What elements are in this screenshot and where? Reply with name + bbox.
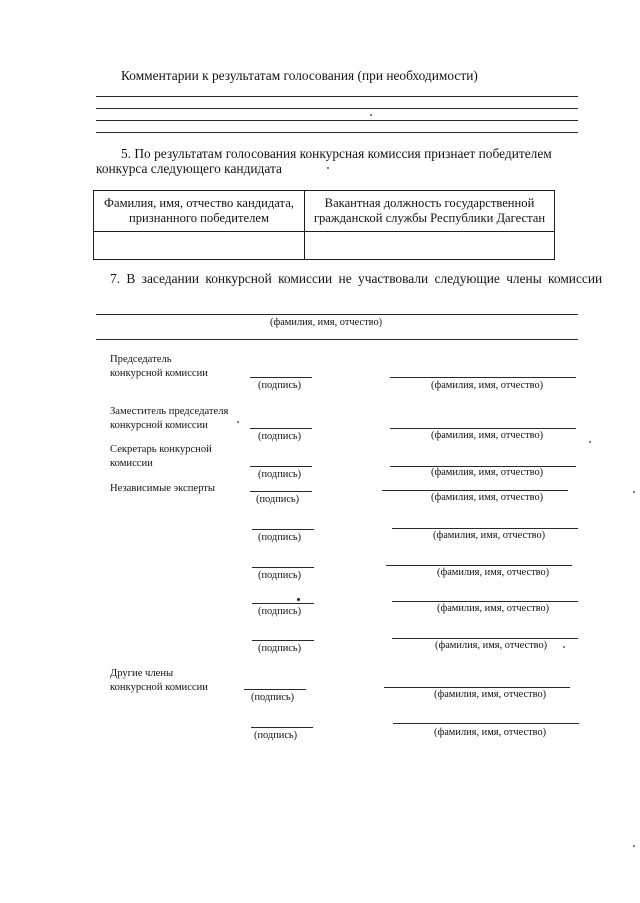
signature-label: (подпись) [251,692,295,703]
role-chairman: Председатель конкурсной комиссии [110,354,208,379]
winner-table-header-position: Вакантная должность государственной гражданской службы Республики Дагестан [305,191,555,232]
signature-label: (подпись) [258,380,302,391]
fio-line[interactable] [392,528,578,529]
comment-line[interactable] [96,132,578,133]
role-deputy: Заместитель председателя конкурсной комиссии [110,406,229,431]
absent-members-line[interactable] [96,314,578,315]
signature-label: (подпись) [258,469,302,480]
scan-speck [633,491,635,493]
comment-line[interactable] [96,108,578,109]
signature-label: (подпись) [258,431,302,442]
scan-speck [297,598,300,601]
role-experts: Независимые эксперты [110,483,215,494]
fio-line[interactable] [393,723,579,724]
signature-line[interactable] [251,727,313,728]
scan-speck [237,421,239,423]
absent-members-line-2[interactable] [96,339,578,340]
signature-line[interactable] [250,466,312,467]
winner-position-cell[interactable] [305,232,555,260]
fio-label: (фамилия, имя, отчество) [431,492,544,503]
fio-label: (фамилия, имя, отчество) [437,567,550,578]
scan-speck [327,167,329,169]
signature-line[interactable] [252,529,314,530]
signature-label: (подпись) [258,643,302,654]
signature-line[interactable] [252,603,314,604]
section-5-text [96,146,566,176]
fio-line[interactable] [382,490,568,491]
signature-line[interactable] [252,567,314,568]
section-5-line-2: конкурса следующего кандидата [96,161,282,176]
winner-table [93,190,555,260]
signature-label: (подпись) [258,532,302,543]
signature-line[interactable] [252,640,314,641]
fio-label: (фамилия, имя, отчество) [434,689,547,700]
fio-line[interactable] [384,687,570,688]
signature-line[interactable] [244,689,306,690]
absent-members-caption: (фамилия, имя, отчество) [270,317,383,328]
section-7-text: 7. В заседании конкурсной комиссии не участвовали следующие члены комиссии [110,271,603,286]
fio-line[interactable] [392,638,578,639]
fio-label: (фамилия, имя, отчество) [434,727,547,738]
fio-line[interactable] [392,601,578,602]
scan-speck [563,646,565,648]
signature-line[interactable] [250,428,312,429]
fio-line[interactable] [390,377,576,378]
scan-speck [589,441,591,443]
winner-name-cell[interactable] [94,232,305,260]
fio-label: (фамилия, имя, отчество) [435,640,548,651]
signature-label: (подпись) [256,494,300,505]
fio-label: (фамилия, имя, отчество) [431,467,544,478]
comments-title: Комментарии к результатам голосования (при необходимости) [121,68,478,83]
signature-label: (подпись) [258,606,302,617]
role-secretary: Секретарь конкурсной комиссии [110,444,212,469]
signature-line[interactable] [250,377,312,378]
scan-speck [370,114,372,116]
fio-label: (фамилия, имя, отчество) [433,530,546,541]
fio-label: (фамилия, имя, отчество) [431,430,544,441]
signature-label: (подпись) [258,570,302,581]
signature-line[interactable] [250,491,312,492]
fio-label: (фамилия, имя, отчество) [437,603,550,614]
winner-table-header-name: Фамилия, имя, отчество кандидата, признанного победителем [94,191,305,232]
fio-line[interactable] [390,428,576,429]
fio-line[interactable] [386,565,572,566]
role-others: Другие члены конкурсной комиссии [110,668,208,693]
comment-line[interactable] [96,96,578,97]
signature-label: (подпись) [254,730,298,741]
comment-line[interactable] [96,120,578,121]
fio-label: (фамилия, имя, отчество) [431,380,544,391]
scan-speck [633,845,635,847]
section-5-line-1: 5. По результатам голосования конкурсная комиссия признает победителем [121,146,552,161]
